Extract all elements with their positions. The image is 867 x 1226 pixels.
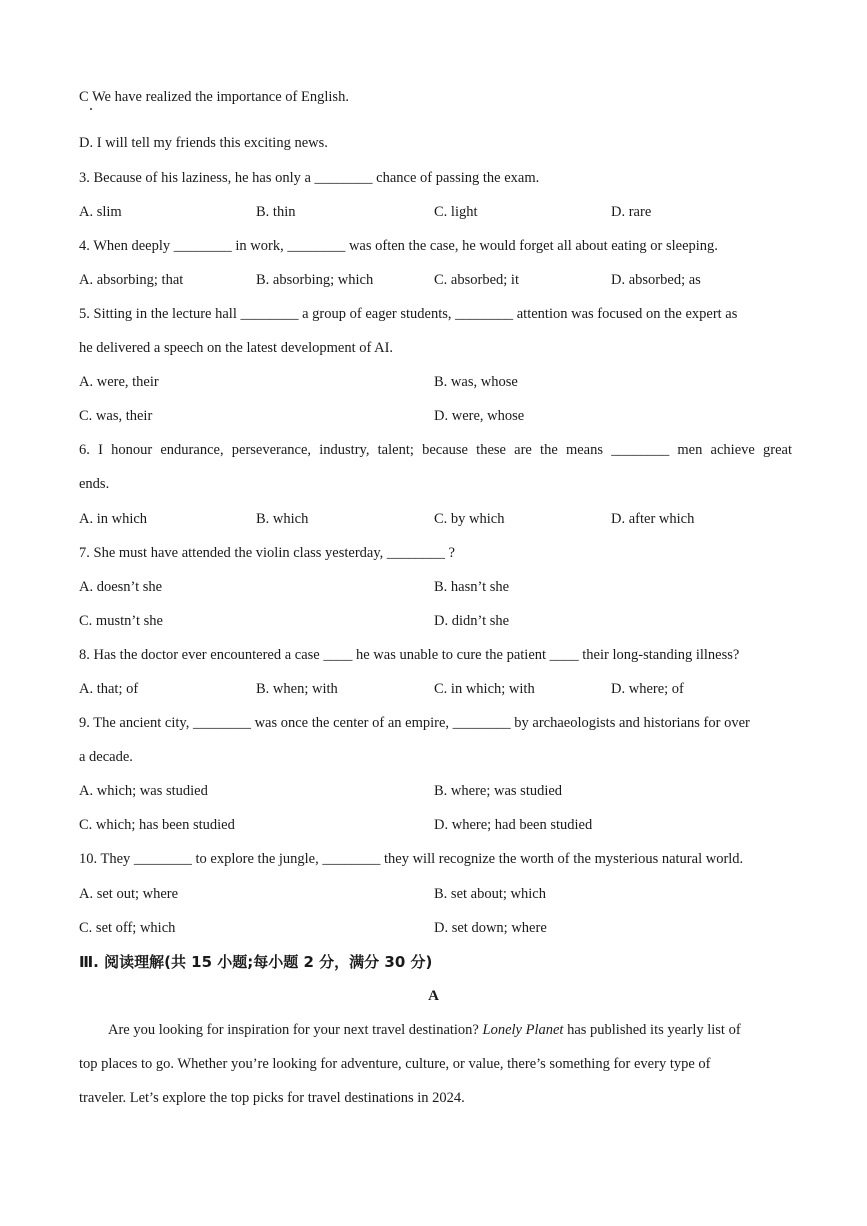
q4-stem: 4. When deeply ________ in work, ________ was often the case, he would forget all about eating or sleeping. (79, 238, 718, 254)
q5-option-d: D. were, whose (434, 408, 525, 424)
q10-option-c: C. set off; which (79, 920, 176, 936)
q9-option-c: C. which; has been studied (79, 817, 235, 833)
q10-option-a: A. set out; where (79, 886, 179, 902)
q10-stem: 10. They ________ to explore the jungle, ________ they will recognize the worth of the mysterious natural world. (79, 851, 744, 867)
q7-option-d: D. didn’t she (434, 613, 510, 629)
q4-option-d: D. absorbed; as (611, 272, 701, 288)
q8-option-a: A. that; of (79, 681, 139, 697)
q2-option-d: D. I will tell my friends this exciting news. (79, 135, 328, 151)
passage-line1-text: Are you looking for inspiration for your next travel destination? (108, 1022, 483, 1038)
q9-option-b: B. where; was studied (434, 783, 563, 799)
q3-option-c: C. light (434, 204, 478, 220)
q6-option-b: B. which (256, 511, 309, 527)
q7-option-c: C. mustn’t she (79, 613, 163, 629)
q7-option-a: A. doesn’t she (79, 579, 163, 595)
passage-paragraph-line2: top places to go. Whether you’re looking for adventure, culture, or value, there’s something for every type of (79, 1056, 711, 1072)
q4-option-a: A. absorbing; that (79, 272, 184, 288)
section-heading: Ⅲ. 阅读理解(共 15 小题;每小题 2 分，满分 30 分) (79, 953, 433, 971)
passage-line1-rest: has published its yearly list of (563, 1022, 741, 1038)
q4-option-c: C. absorbed; it (434, 272, 519, 288)
passage-paragraph-line3: traveler. Let’s explore the top picks for travel destinations in 2024. (79, 1090, 465, 1106)
publication-name: Lonely Planet (482, 1022, 564, 1038)
q6-option-a: A. in which (79, 511, 148, 527)
q9-option-d: D. where; had been studied (434, 817, 593, 833)
q6-stem-line1: 6. I honour endurance, perseverance, industry, talent; because these are the means ________ men achieve great (79, 442, 792, 458)
q10-option-b: B. set about; which (434, 886, 546, 902)
q8-option-b: B. when; with (256, 681, 338, 697)
passage-label: A (428, 988, 439, 1004)
q3-option-a: A. slim (79, 204, 122, 220)
q6-option-d: D. after which (611, 511, 695, 527)
q8-option-d: D. where; of (611, 681, 684, 697)
q8-stem: 8. Has the doctor ever encountered a case ____ he was unable to cure the patient ____ their long-standing illness? (79, 647, 740, 663)
q5-option-a: A. were, their (79, 374, 159, 390)
q8-option-c: C. in which; with (434, 681, 535, 697)
q5-stem-line1: 5. Sitting in the lecture hall ________ a group of eager students, ________ attention was focused on the expert as (79, 306, 738, 322)
passage-paragraph-line1 (108, 1021, 741, 1039)
q5-option-c: C. was, their (79, 408, 153, 424)
q9-option-a: A. which; was studied (79, 783, 208, 799)
q6-stem-line2: ends. (79, 476, 110, 492)
q3-option-b: B. thin (256, 204, 296, 220)
q3-option-d: D. rare (611, 204, 652, 220)
q9-stem-line2: a decade. (79, 749, 133, 765)
q3-stem: 3. Because of his laziness, he has only a ________ chance of passing the exam. (79, 170, 540, 186)
q10-option-d: D. set down; where (434, 920, 547, 936)
q7-stem: 7. She must have attended the violin class yesterday, ________ ? (79, 545, 455, 561)
q9-stem-line1: 9. The ancient city, ________ was once the center of an empire, ________ by archaeologists and historians for over (79, 715, 750, 731)
q7-option-b: B. hasn’t she (434, 579, 510, 595)
stray-dot (90, 108, 92, 110)
q2-option-c: C We have realized the importance of English. (79, 89, 349, 105)
q6-option-c: C. by which (434, 511, 505, 527)
q4-option-b: B. absorbing; which (256, 272, 374, 288)
q5-option-b: B. was, whose (434, 374, 518, 390)
q5-stem-line2: he delivered a speech on the latest development of AI. (79, 340, 394, 356)
